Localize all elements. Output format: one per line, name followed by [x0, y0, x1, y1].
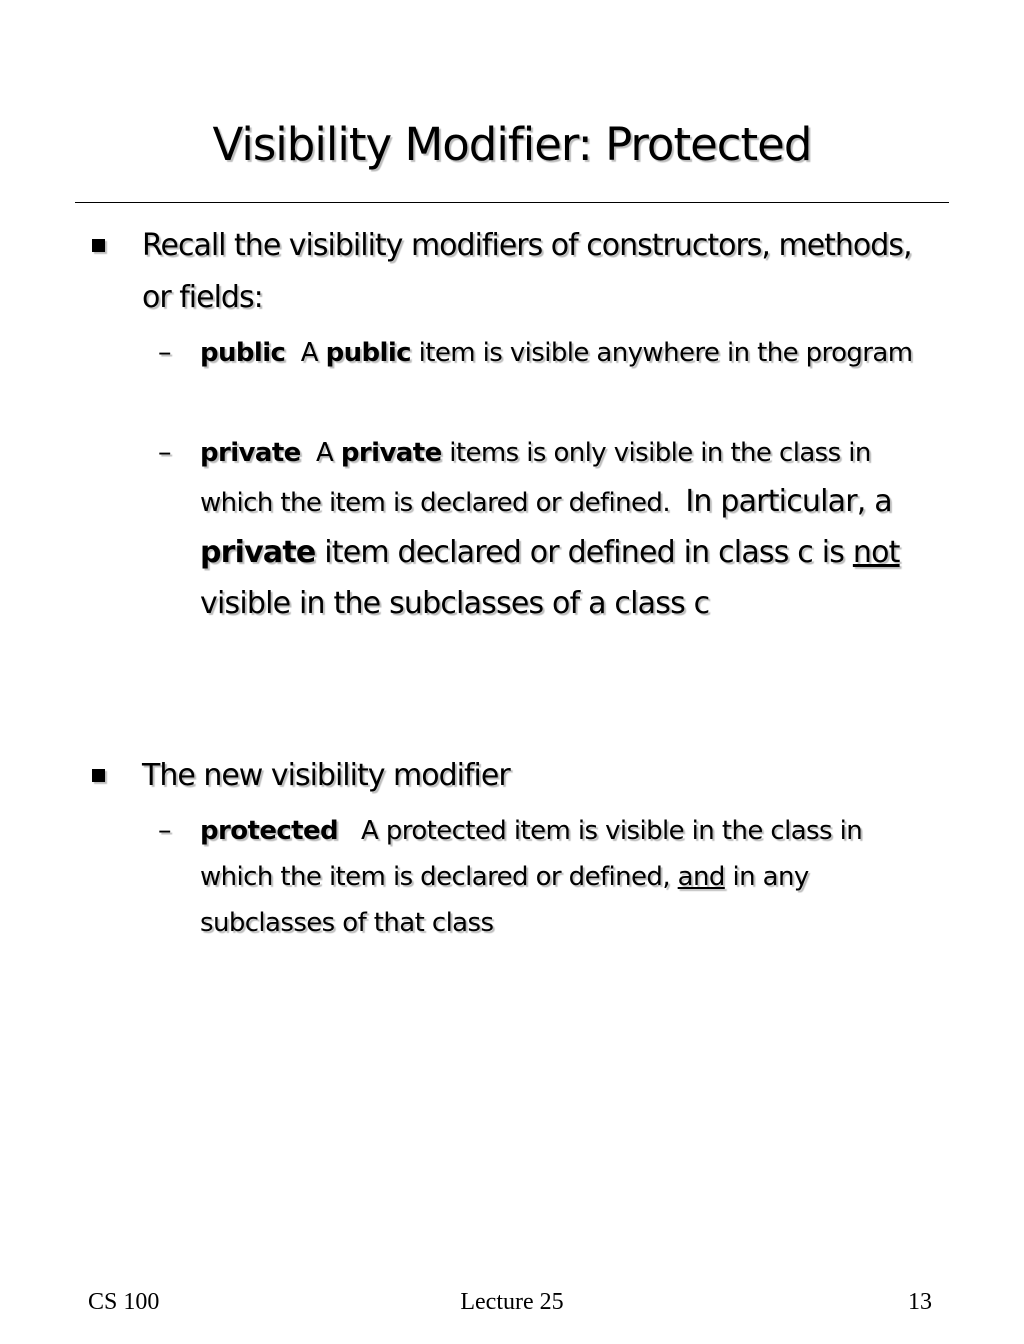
subitem-private-detail-2: item declared or defined in class c is	[324, 535, 845, 570]
square-bullet-icon	[92, 769, 105, 782]
subitem-private-desc: items is only visible in the class in which the item is declared or defined.	[200, 438, 871, 518]
subitem-public-desc: item is visible anywhere in the program	[418, 338, 913, 368]
subitem-private-detail-1: In particular, a	[685, 484, 892, 519]
keyword-public-inline: public	[325, 338, 411, 368]
footer-course: CS 100	[88, 1289, 160, 1315]
keyword-private: private	[200, 438, 301, 468]
title-divider	[75, 202, 949, 203]
keyword-private-detail: private	[200, 535, 316, 570]
footer-page-number: 13	[908, 1289, 932, 1315]
dash-icon: –	[158, 437, 172, 468]
subitem-public-text	[200, 330, 940, 376]
bullet-2-text: The new visibility modifier	[142, 758, 510, 793]
subitem-private-text	[200, 430, 940, 629]
subitem-private-detail-3: visible in the subclasses of a class c	[200, 586, 710, 621]
footer-lecture: Lecture 25	[460, 1289, 564, 1315]
dash-icon: –	[158, 815, 172, 846]
article: A	[316, 438, 334, 468]
slide-title: Visibility Modifier: Protected	[212, 118, 812, 172]
subitem-protected-text	[200, 808, 940, 946]
keyword-protected: protected	[200, 816, 339, 846]
subitem-protected-desc-2: in any subclasses of that class	[200, 862, 809, 938]
bullet-1-text: Recall the visibility modifiers of constructors, methods, or fields:	[142, 228, 912, 315]
dash-icon: –	[158, 337, 172, 368]
square-bullet-icon	[92, 239, 105, 252]
underlined-and: and	[677, 862, 725, 892]
keyword-private-inline: private	[340, 438, 442, 468]
article: A	[300, 338, 318, 368]
underlined-not: not	[852, 535, 900, 570]
subitem-protected-desc-1: A protected item is visible in the class in which the item is declared or defined,	[200, 816, 863, 892]
keyword-public: public	[200, 338, 286, 368]
